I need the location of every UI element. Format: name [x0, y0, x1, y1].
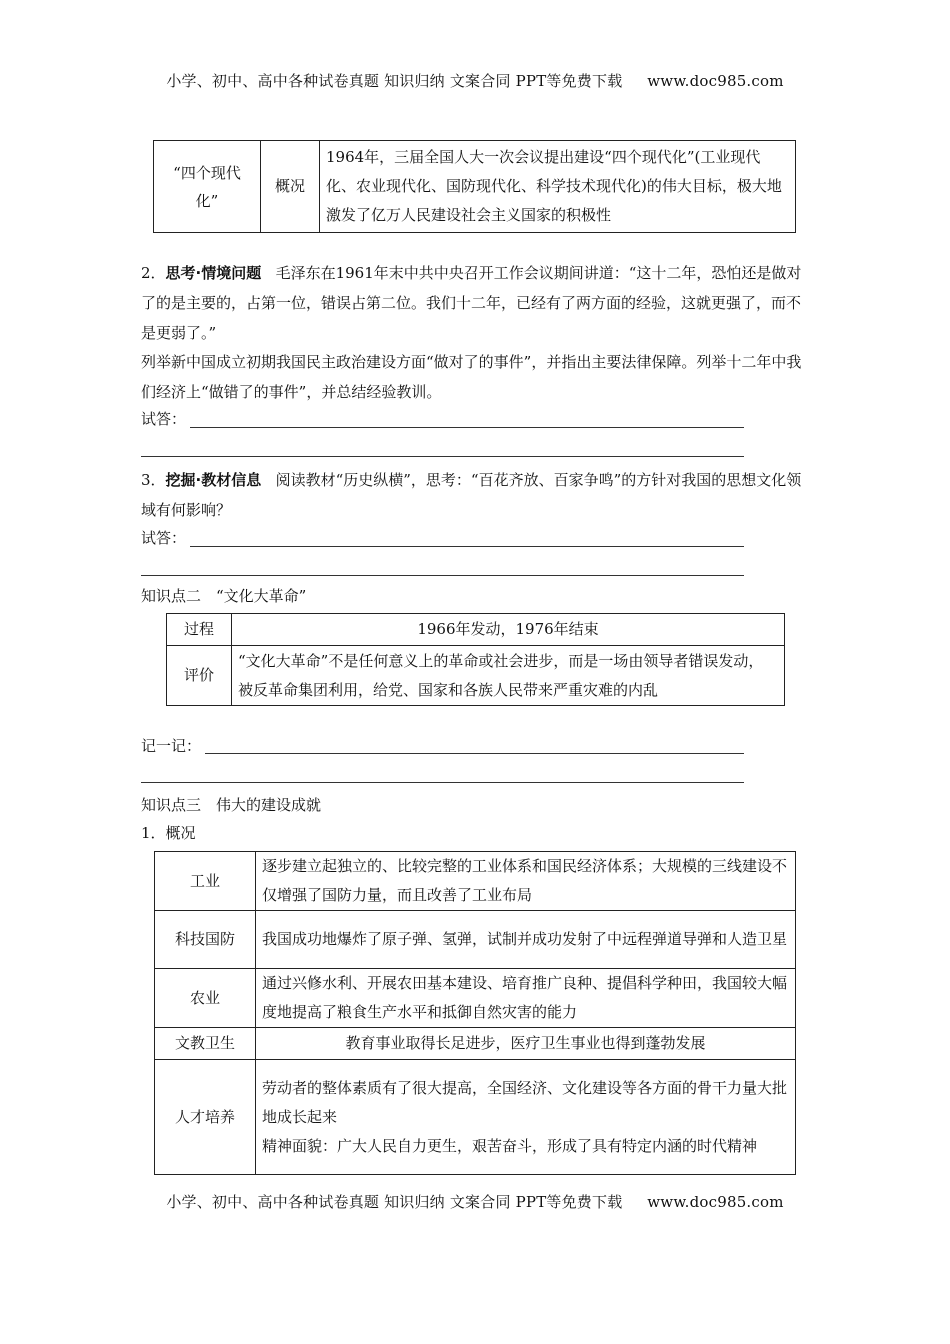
q2-answer-line-1[interactable] [190, 427, 744, 428]
question-3 [141, 465, 813, 525]
kp3-row-label: 文教卫生 [155, 1028, 256, 1060]
q2-answer-label: 试答： [141, 410, 187, 428]
kp3-row-content: 通过兴修水利、开展农田基本建设、培育推广良种、提倡科学种田，我国较大幅度地提高了粮食生产水平和抵御自然灾害的能力 [256, 969, 796, 1028]
q3-answer-label: 试答： [141, 529, 187, 547]
header-url: www.doc985.com [647, 72, 784, 90]
kp3-row-content: 逐步建立起独立的、比较完整的工业体系和国民经济体系；大规模的三线建设不仅增强了国防力量，而且改善了工业布局 [256, 852, 796, 911]
kp2-note-line-2[interactable] [141, 782, 744, 783]
table-cell-label: 概况 [261, 141, 320, 233]
q2-answer-line-2[interactable] [141, 456, 744, 457]
modernization-table [153, 140, 796, 233]
q3-tag: 挖掘·教材信息 [165, 471, 262, 489]
kp3-spirit-line: 精神面貌：广大人民自力更生，艰苦奋斗，形成了具有特定内涵的时代精神 [262, 1136, 758, 1155]
q2-tag: 思考·情境问题 [165, 264, 262, 282]
q2-number: 2． [141, 264, 166, 282]
achievements-table [154, 851, 796, 1175]
kp3-subtitle: 1．概况 [141, 824, 196, 842]
kp3-row-content: 我国成功地爆炸了原子弹、氢弹，试制并成功发射了中远程弹道导弹和人造卫星 [256, 911, 796, 969]
kp2-row-label: 过程 [167, 614, 232, 646]
table-cell-content: 1964年，三届全国人大一次会议提出建设“四个现代化”(工业现代化、农业现代化、国防现代化、科学技术现代化)的伟大目标，极大地激发了亿万人民建设社会主义国家的积极性 [320, 141, 796, 233]
q2-quote: 毛泽东在1961年末中共中央召开工作会议期间讲道：“这十二年，恐怕还是做对了的是主要的，占第一位，错误占第二位。我们十二年，已经有了两方面的经验，这就更强了，而不是更弱了。” [141, 264, 802, 342]
kp2-row-content: “文化大革命”不是任何意义上的革命或社会进步，而是一场由领导者错误发动，被反革命集团利用，给党、国家和各族人民带来严重灾难的内乱 [232, 646, 785, 706]
page-header [0, 70, 950, 91]
table-cell-topic: “四个现代化” [154, 141, 261, 233]
kp3-row-label: 农业 [155, 969, 256, 1028]
kp3-title: 知识点三 伟大的建设成就 [141, 796, 322, 814]
kp3-row-label: 工业 [155, 852, 256, 911]
footer-url: www.doc985.com [647, 1193, 784, 1211]
cultural-revolution-table [166, 613, 785, 706]
kp2-row-label: 评价 [167, 646, 232, 706]
q2-question: 列举新中国成立初期我国民主政治建设方面“做对了的事件”，并指出主要法律保障。列举十二年中我们经济上“做错了的事件”，并总结经验教训。 [141, 353, 802, 401]
kp2-note-line-1[interactable] [205, 753, 744, 754]
kp2-row-content: 1966年发动，1976年结束 [232, 614, 785, 646]
kp3-talent-line: 劳动者的整体素质有了很大提高，全国经济、文化建设等各方面的骨干力量大批地成长起来 [262, 1078, 788, 1126]
q3-answer-line-1[interactable] [190, 546, 744, 547]
kp3-row-content [256, 1060, 796, 1175]
kp3-row-label: 科技国防 [155, 911, 256, 969]
footer-text: 小学、初中、高中各种试卷真题 知识归纳 文案合同 PPT等免费下载 [166, 1193, 623, 1211]
kp2-note-label: 记一记： [141, 737, 202, 755]
page-footer [0, 1191, 950, 1212]
q3-question: 阅读教材“历史纵横”，思考：“百花齐放、百家争鸣”的方针对我国的思想文化领域有何影响？ [141, 471, 802, 519]
q3-answer-line-2[interactable] [141, 575, 744, 576]
kp3-row-label: 人才培养 [155, 1060, 256, 1175]
kp3-row-content: 教育事业取得长足进步，医疗卫生事业也得到蓬勃发展 [256, 1028, 796, 1060]
kp2-title: 知识点二 “文化大革命” [141, 587, 307, 605]
q3-number: 3． [141, 471, 166, 489]
header-text: 小学、初中、高中各种试卷真题 知识归纳 文案合同 PPT等免费下载 [166, 72, 623, 90]
question-2 [141, 258, 813, 348]
